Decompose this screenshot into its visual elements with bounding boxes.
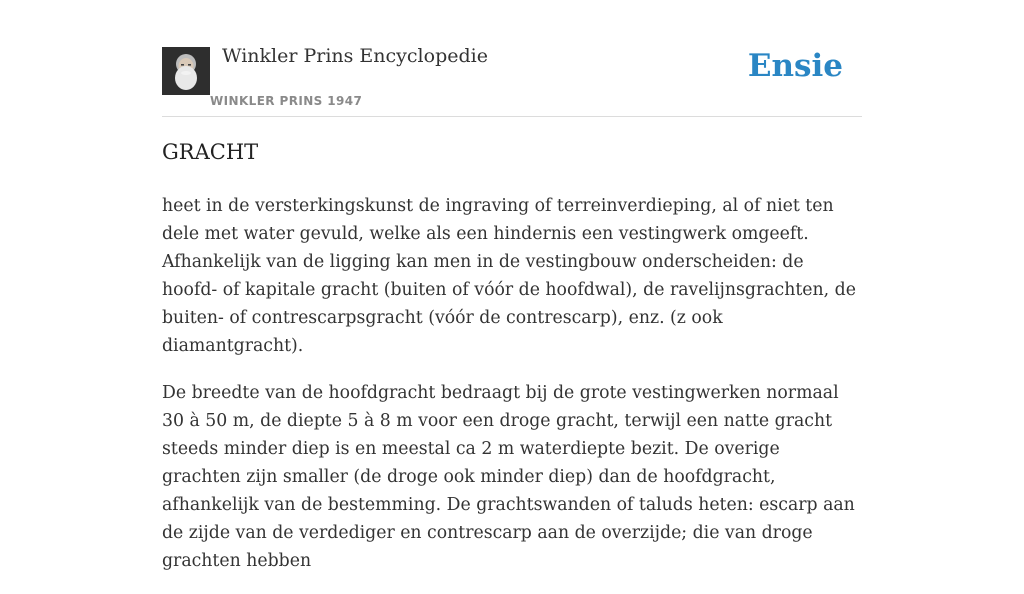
brand-logo[interactable]: Ensie xyxy=(747,48,843,84)
site-header xyxy=(162,0,862,117)
source-label[interactable]: WINKLER PRINS 1947 xyxy=(210,94,363,108)
bearded-man-portrait-icon xyxy=(162,47,210,95)
author-avatar[interactable] xyxy=(162,47,210,95)
paragraph: heet in de versterkingskunst de ingraving of terreinverdieping, al of niet ten dele met water gevuld, welke als een hindernis een vestingwerk omgeeft. Afhankelijk van de ligging kan men in de vestingbouw onderscheiden: de hoofd- of kapitale gracht (buiten of vóór de hoofdwal), de ravelijnsgrachten, de buiten- of contrescarpsgracht (vóór de contrescarp), enz. (z ook diamantgracht). xyxy=(162,196,856,356)
site-title[interactable]: Winkler Prins Encyclopedie xyxy=(222,45,488,67)
entry-title: GRACHT xyxy=(162,140,259,164)
article-body xyxy=(162,192,862,594)
paragraph: De breedte van de hoofdgracht bedraagt bij de grote vestingwerken normaal 30 à 50 m, de diepte 5 à 8 m voor een droge gracht, terwijl een natte gracht steeds minder diep is en meestal ca 2 m waterdiepte bezit. De overige grachten zijn smaller (de droge ook minder diep) dan de hoofdgracht, afhankelijk van de bestemming. De grachtswanden of taluds heten: escarp aan de zijde van de verdediger en contrescarp aan de overzijde; die van droge grachten hebben xyxy=(162,383,855,571)
